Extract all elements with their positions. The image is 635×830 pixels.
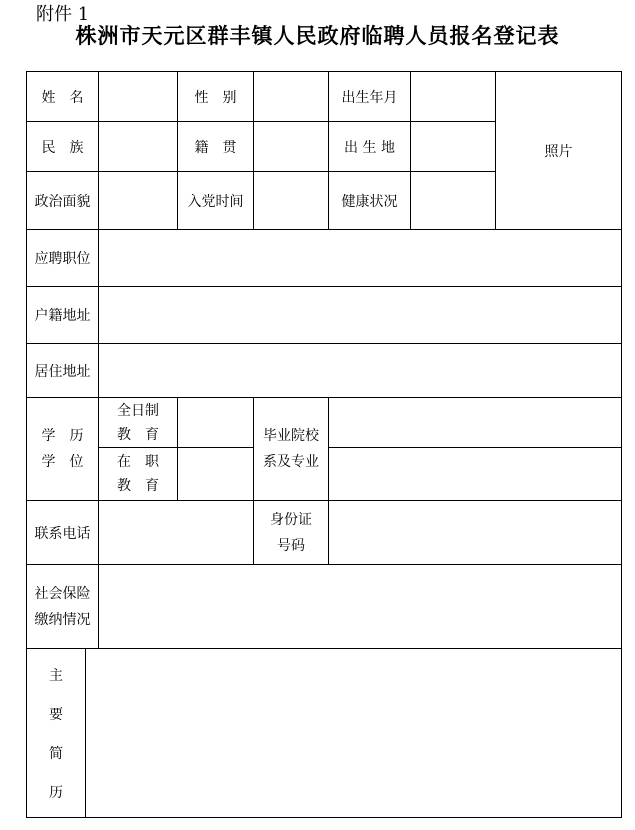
education-label-line1: 学 历	[41, 428, 84, 444]
household-address-label: 户籍地址	[34, 308, 91, 324]
household-address-field[interactable]	[99, 287, 621, 343]
education-label	[27, 398, 98, 500]
ethnicity-field[interactable]	[99, 122, 177, 171]
inservice-school-field[interactable]	[329, 448, 621, 500]
birthplace-label: 出 生 地	[344, 139, 395, 156]
school-major-label-line2: 系及专业	[263, 454, 319, 470]
id-number-field[interactable]	[329, 501, 621, 564]
resume-field[interactable]	[86, 649, 621, 817]
political-status-label: 政治面貌	[34, 193, 91, 210]
fulltime-school-field[interactable]	[329, 398, 621, 447]
inservice-label-line2: 教 育	[117, 478, 159, 494]
id-number-label-line2: 号码	[277, 537, 305, 554]
residence-address-field[interactable]	[99, 344, 621, 397]
resume-char: 主	[49, 667, 63, 684]
phone-field[interactable]	[99, 501, 253, 564]
phone-label: 联系电话	[34, 525, 91, 542]
birth-date-field[interactable]	[411, 72, 495, 121]
school-major-label	[254, 398, 328, 500]
gender-field[interactable]	[254, 72, 328, 121]
residence-address-label: 居住地址	[34, 363, 91, 380]
insurance-label-line2: 缴纳情况	[34, 611, 91, 628]
photo-box[interactable]: 照片	[544, 143, 573, 160]
id-number-label	[254, 501, 328, 564]
birthplace-field[interactable]	[411, 122, 495, 171]
party-date-label: 入党时间	[187, 193, 244, 210]
fulltime-degree-field[interactable]	[178, 398, 253, 447]
name-label: 姓 名	[41, 89, 84, 106]
resume-char: 要	[49, 706, 63, 723]
resume-char: 历	[49, 784, 63, 801]
school-major-label-line1: 毕业院校	[263, 428, 319, 444]
resume-label	[27, 649, 85, 817]
position-label: 应聘职位	[34, 251, 91, 267]
political-status-field[interactable]	[99, 172, 177, 229]
resume-char: 简	[49, 745, 63, 762]
id-number-label-line1: 身份证	[270, 511, 312, 528]
insurance-field[interactable]	[99, 565, 621, 648]
birth-date-label: 出生年月	[341, 89, 398, 106]
insurance-label	[27, 565, 98, 648]
health-label: 健康状况	[341, 193, 398, 210]
fulltime-label-line1: 全日制	[117, 402, 159, 419]
page-title: 株洲市天元区群丰镇人民政府临聘人员报名登记表	[75, 24, 560, 48]
position-field[interactable]	[99, 230, 621, 286]
inservice-degree-field[interactable]	[178, 448, 253, 500]
education-label-line2: 学 位	[41, 454, 84, 470]
inservice-label	[99, 448, 177, 500]
insurance-label-line1: 社会保险	[34, 585, 91, 602]
ethnicity-label: 民 族	[41, 139, 84, 156]
gender-label: 性 别	[194, 89, 237, 106]
health-field[interactable]	[411, 172, 495, 229]
native-place-label: 籍 贯	[194, 139, 237, 156]
name-field[interactable]	[99, 72, 177, 121]
native-place-field[interactable]	[254, 122, 328, 171]
party-date-field[interactable]	[254, 172, 328, 229]
annex-label: 附件 1	[36, 4, 90, 25]
fulltime-label	[99, 398, 177, 447]
fulltime-label-line2: 教 育	[117, 426, 159, 443]
inservice-label-line1: 在 职	[117, 454, 159, 470]
